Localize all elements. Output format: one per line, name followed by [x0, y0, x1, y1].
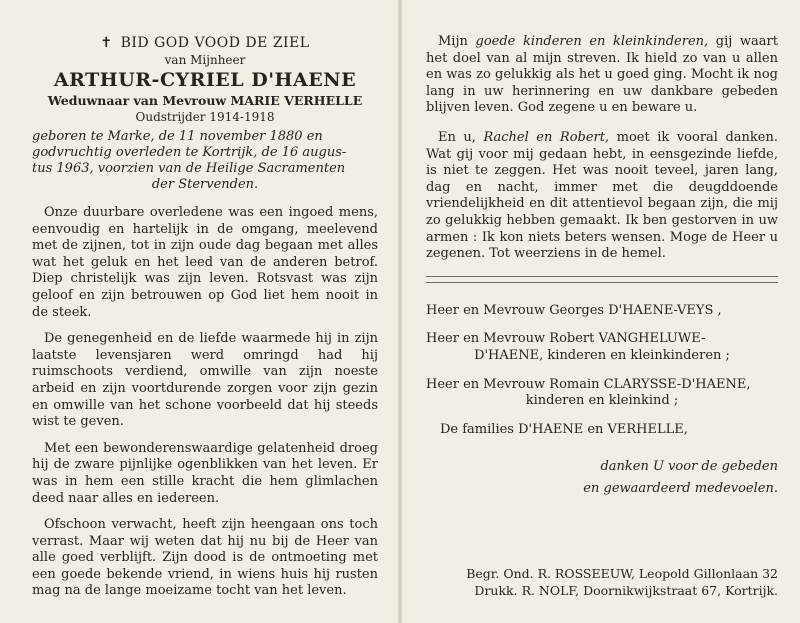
family-4: De families D'HAENE en VERHELLE,: [440, 421, 688, 437]
paragraph-4: Ofschoon verwacht, heeft zijn heengaan ons toch verrast. Maar wij weten dat hij nu bij de Heer van alle goed verblijft. Zijn dood is de ontmoeting met een goede bekende vriend, in wiens huis hij rusten mag na de lange moeizame tocht van het leven.: [32, 517, 378, 599]
family-3: Heer en Mevrouw Romain CLARYSSE-D'HAENE, kinderen en kleinkind ;: [426, 376, 751, 409]
paragraph-2: De genegenheid en de liefde waarmede hij in zijn laatste levensjaren werd omringd had hij ruimschoots verdiend, omwille van zijn noeste arbeid en zijn voortdurende zorgen voor zijn gezin en omwille van het schone voorbeeld dat hij steeds wist te geven.: [32, 331, 378, 430]
double-rule-divider: [426, 276, 778, 283]
paragraph-1: Onze duurbare overledene was een ingoed mens, eenvoudig en hartelijk in de omgang, meelevend met de zijnen, tot in zijn oude dag begaan met alles wat het geluk en het leed van de anderen betrof. Diep christelijk was zijn leven. Rotsvast was zijn geloof en zijn betrouwen op God liet hem nooit in de steek.: [32, 205, 378, 320]
veteran-line: Oudstrijder 1914-1918: [135, 110, 275, 124]
thanks-text: danken U voor de gebeden en gewaardeerd medevoelen.: [583, 459, 778, 497]
widower-line: Weduwnaar van Mevrouw MARIE VERHELLE: [47, 93, 363, 108]
left-page: [0, 0, 398, 623]
prayer-heading: ✝ BID GOD VOOD DE ZIEL: [100, 35, 310, 51]
cross-icon: ✝: [100, 35, 113, 51]
message-children: Mijn goede kinderen en kleinkinderen, gij waart het doel van al mijn streven. Ik hield zo van u allen en was zo gelukkig als het u goed ging. Mocht ik nog lang in uw herinnering en uw dankbare gebeden blijven leven. God zegene u en beware u.: [426, 34, 778, 116]
message-rachel-robert: En u, Rachel en Robert, moet ik vooral danken. Wat gij voor mij gedaan hebt, in eensgezinde liefde, is niet te zeggen. Het was nooit teveel, jaren lang, dag en nacht, immer met die deugddoende vriendelijkheid en dit attentievol begaan zijn, die mij zo gelukkig hebben gemaakt. Ik ben gestorven in uw armen : Ik kon niets beters wensen. Moge de Heer u zegenen. Tot weerziens in de hemel.: [426, 129, 779, 262]
van-mijnheer: van Mijnheer: [164, 53, 246, 67]
right-page: [402, 0, 800, 623]
paragraph-3: Met een bewonderenswaardige gelatenheid droeg hij de zware pijnlijke ogenblikken van het leven. Er was in hem een stille kracht die hem glimlachen deed naar alles en iedereen.: [32, 440, 378, 506]
family-1: Heer en Mevrouw Georges D'HAENE-VEYS ,: [426, 302, 722, 318]
printer-info: Begr. Ond. R. ROSSEEUW, Leopold Gillonlaan 32 Drukk. R. NOLF, Doornikwijkstraat 67, Kortrijk.: [466, 566, 778, 598]
birth-death-text: geboren te Marke, de 11 november 1880 en godvruchtig overleden te Kortrijk, de 16 augus- tus 1963, voorzien van de Heilige Sacramenten der Stervenden.: [32, 129, 347, 192]
deceased-name: ARTHUR-CYRIEL D'HAENE: [53, 69, 357, 91]
family-2: Heer en Mevrouw Robert VANGHELUWE- D'HAENE, kinderen en kleinkinderen ;: [426, 331, 730, 363]
